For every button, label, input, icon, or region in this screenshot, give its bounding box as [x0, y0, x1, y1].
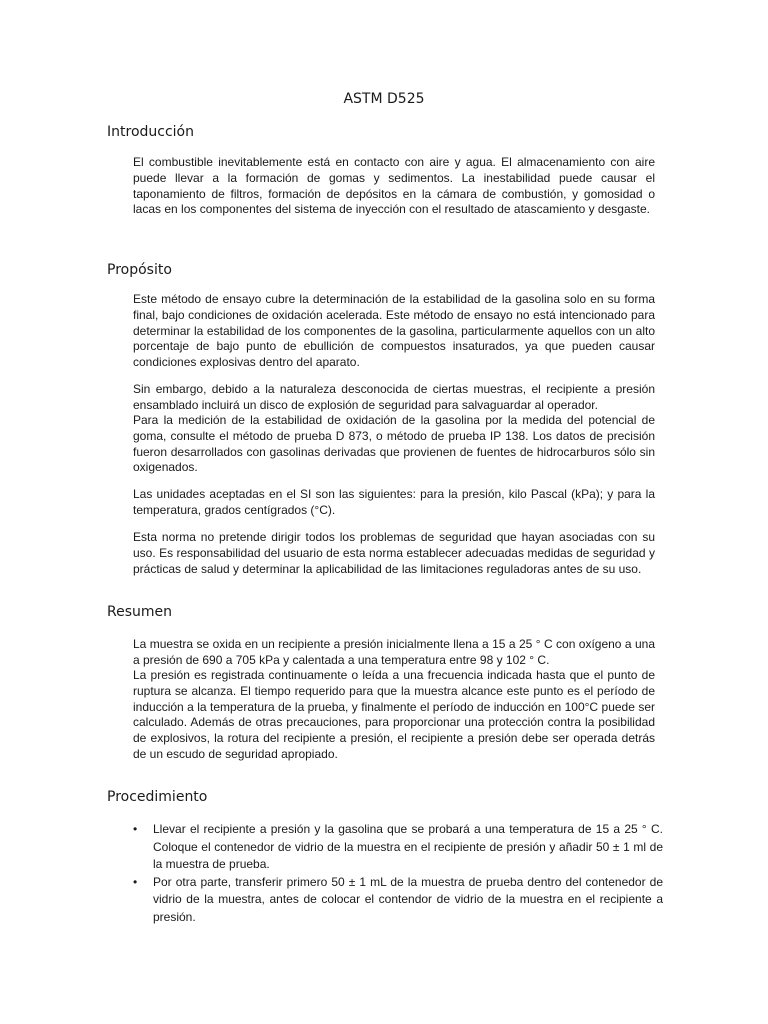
list-item-text: Llevar el recipiente a presión y la gasolina que se probará a una temperatura de 15 a 25 ° C. Coloque el contenedor de vidrio de la muestra en el recipiente de presión y añadir 50 ± 1 ml de la muestra de prueba. — [153, 822, 663, 871]
list-item — [133, 821, 663, 874]
proposito-paragraph-5: Esta norma no pretende dirigir todos los problemas de seguridad que hayan asociadas con su uso. Es responsabilidad del usuario de esta norma establecer adecuadas medidas de seguridad y prácticas de salud y determinar la aplicabilidad de las limitaciones reguladoras antes de su uso. — [133, 530, 655, 576]
heading-introduccion: Introducción — [107, 124, 194, 140]
bullet-icon: • — [133, 874, 138, 889]
proposito-paragraph-2: Sin embargo, debido a la naturaleza desconocida de ciertas muestras, el recipiente a presión ensamblado incluirá un disco de explosión de seguridad para salvaguardar al operador. — [133, 382, 655, 412]
proposito-paragraph-3: Para la medición de la estabilidad de oxidación de la gasolina por la medida del potencial de goma, consulte el método de prueba D 873, o método de prueba IP 138. Los datos de precisión fueron desarrollados con gasolinas derivadas que provienen de fuentes de hidrocarburos sólo sin oxigenados. — [133, 413, 655, 475]
intro-paragraph-1: El combustible inevitablemente está en contacto con aire y agua. El almacenamiento con aire puede llevar a la formación de gomas y sedimentos. La inestabilidad puede causar el taponamiento de filtros, formación de depósitos en la cámara de combustión, y gomosidad o lacas en los componentes del sistema de inyección con el resultado de atascamiento y desgaste. — [133, 155, 655, 217]
resumen-paragraph-1: La muestra se oxida en un recipiente a presión inicialmente llena a 15 a 25 ° C con oxígeno a una a presión de 690 a 705 kPa y calentada a una temperatura entre 98 y 102 ° C. — [133, 637, 655, 667]
heading-resumen: Resumen — [107, 604, 173, 620]
procedimiento-list — [133, 821, 663, 926]
heading-proposito: Propósito — [107, 262, 172, 278]
list-item-text: Por otra parte, transferir primero 50 ± 1 mL de la muestra de prueba dentro del contenedor de vidrio de la muestra, antes de colocar el contendor de vidrio de la muestra en el recipiente a presión. — [153, 874, 663, 924]
bullet-icon: • — [133, 822, 138, 836]
document-title: ASTM D525 — [343, 91, 425, 107]
proposito-paragraph-1: Este método de ensayo cubre la determinación de la estabilidad de la gasolina solo en su forma final, bajo condiciones de oxidación acelerada. Este método de ensayo no está intencionado para determinar la estabilidad de los componentes de la gasolina, particularmente aquellos con un alto porcentaje de bajo punto de ebullición de compuestos insaturados, ya que pueden causar condiciones explosivas dentro del aparato. — [133, 292, 655, 370]
resumen-paragraph-2: La presión es registrada continuamente o leída a una frecuencia indicada hasta que el punto de ruptura se alcanza. El tiempo requerido para que la muestra alcance este punto es el período de inducción a la temperatura de la prueba, y finalmente el período de inducción en 100°C puede ser calculado. Además de otras precauciones, para proporcionar una protección contra la posibilidad de explosivos, la rotura del recipiente a presión, el recipiente a presión debe ser operada detrás de un escudo de seguridad apropiado. — [133, 668, 655, 761]
heading-procedimiento: Procedimiento — [107, 789, 208, 805]
list-item — [133, 874, 663, 927]
proposito-paragraph-4: Las unidades aceptadas en el SI son las siguientes: para la presión, kilo Pascal (kPa); y para la temperatura, grados centígrados (°C). — [133, 487, 655, 517]
